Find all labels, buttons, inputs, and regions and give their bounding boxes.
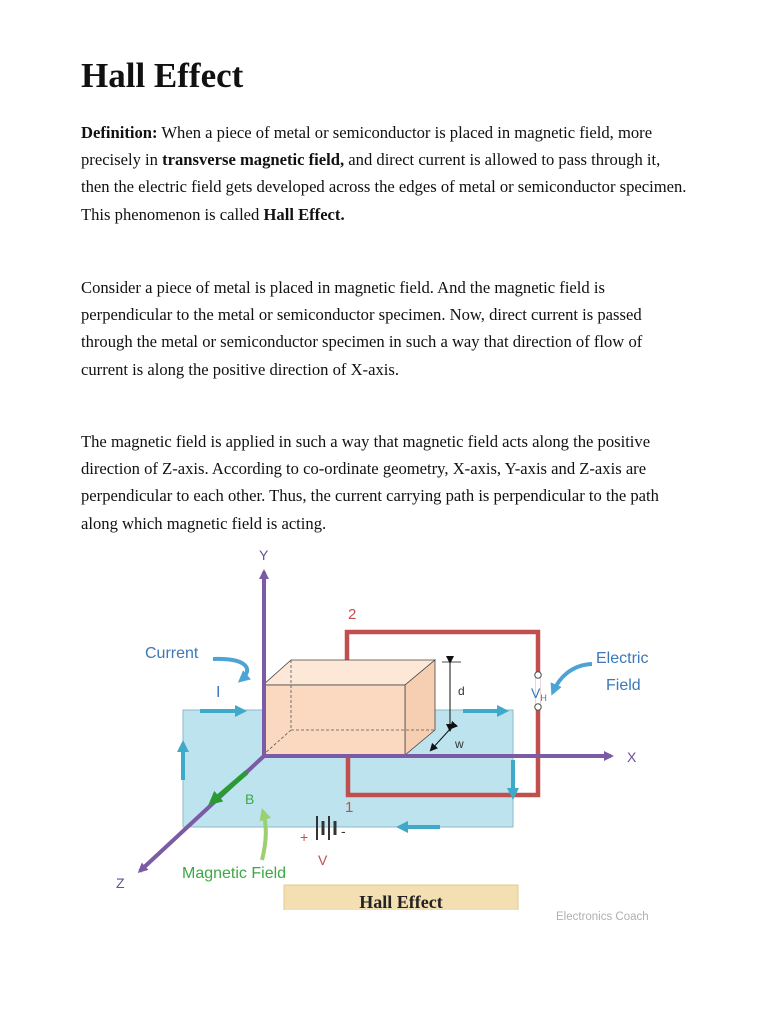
current-symbol: I	[216, 684, 221, 701]
definition-label: Definition:	[81, 123, 158, 142]
definition-paragraph	[81, 119, 691, 228]
current-label: Current	[145, 645, 199, 662]
definition-bold-term: transverse magnetic field,	[162, 150, 345, 170]
terminal-2-label: 2	[348, 606, 357, 623]
electric-field-label-line1: Electric	[596, 650, 649, 667]
specimen-block	[263, 660, 435, 755]
caption-text: Hall Effect	[359, 892, 443, 910]
definition-bold-name: Hall Effect.	[263, 204, 345, 224]
hall-effect-diagram	[95, 540, 685, 910]
z-axis-label: Z	[116, 875, 125, 891]
electric-field-label-line2: Field	[606, 677, 641, 694]
credit-text: Electronics Coach	[556, 911, 649, 923]
x-axis-label: X	[627, 749, 637, 765]
body-paragraph-2: Consider a piece of metal is placed in magnetic field. And the magnetic field is perpendicular to the metal or semiconductor specimen. Now, direct current is passed through the metal or semiconductor specimen in such a way that direction of flow of current is along the positive direction of X-axis.	[81, 278, 643, 379]
body-paragraph-3: The magnetic field is applied in such a way that magnetic field acts along the positive direction of Z-axis. According to co-ordinate geometry, X-axis, Y-axis and Z-axis are perpendicular to each other. Thus, the current carrying path is perpendicular to the path along which magnetic field is acting.	[81, 432, 659, 533]
definition-text-1: When a piece of metal or semiconductor is placed in magnetic field, more precisely in	[81, 123, 653, 170]
width-label: w	[455, 737, 464, 751]
terminal-1-label: 1	[345, 799, 354, 816]
page-title: Hall Effect	[81, 56, 244, 95]
magnetic-field-label: Magnetic Field	[182, 865, 287, 882]
b-label: B	[245, 791, 255, 807]
current-callout-arrow	[213, 659, 247, 680]
battery-voltage-label: V	[318, 852, 328, 868]
battery-minus: -	[341, 823, 346, 839]
depth-label: d	[458, 684, 465, 698]
y-axis-label: Y	[259, 547, 269, 563]
definition-text-2: and direct current is allowed to pass through it, then the electric field gets developed across the edges of metal or semiconductor specimen. This phenomenon is called	[81, 150, 687, 224]
hall-voltage-label: $V_H$	[531, 685, 547, 703]
battery-plus: +	[300, 829, 309, 845]
electric-field-callout-arrow	[553, 664, 592, 692]
